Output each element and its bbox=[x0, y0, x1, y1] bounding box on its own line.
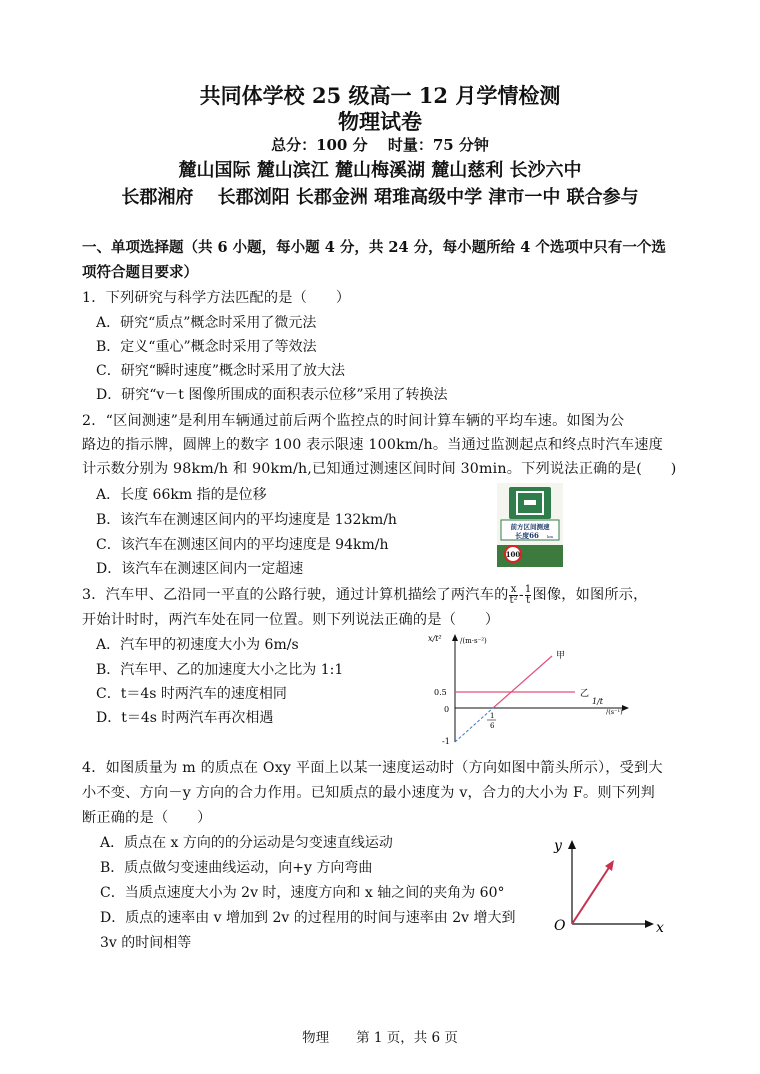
frac1-numerator: x bbox=[510, 583, 517, 595]
graph-y-unit: /(m·s⁻²) bbox=[460, 637, 487, 645]
exam-title: 共同体学校 25 级高一 12 月学情检测 bbox=[199, 83, 561, 108]
q4-option-c: C．当质点速度大小为 2v 时，速度方向和 x 轴之间的夹角为 60° bbox=[100, 885, 505, 901]
q4-x-label: x bbox=[656, 920, 664, 936]
tick-x-numerator: 1 bbox=[490, 712, 495, 720]
tick-minus-1: -1 bbox=[442, 737, 450, 746]
frac1-denominator: t² bbox=[509, 594, 518, 606]
series-yi-label: 乙 bbox=[580, 689, 590, 699]
q1-option-a: A．研究“质点”概念时采用了微元法 bbox=[96, 315, 317, 331]
q3-fraction-1-t bbox=[525, 585, 532, 606]
exam-subject-title: 物理试卷 bbox=[338, 109, 422, 134]
q3-fraction-x-t2 bbox=[509, 585, 517, 606]
q1-option-c: C．研究“瞬时速度”概念时采用了放大法 bbox=[96, 363, 346, 379]
q4-stem-line-1: 4．如图质量为 m 的质点在 Oxy 平面上以某一速度运动时（方向如图中箭头所示），受到大 bbox=[82, 760, 663, 776]
q4-stem-line-3: 断正确的是（ ） bbox=[82, 810, 212, 826]
sign-text-line-2: 长度66 bbox=[515, 531, 539, 540]
sign-text-line-1: 前方区间测速 bbox=[510, 523, 550, 531]
section-heading-line-2: 项符合题目要求） bbox=[82, 264, 198, 281]
q1-stem: 1．下列研究与科学方法匹配的是（ ） bbox=[82, 290, 351, 306]
q3-graph bbox=[420, 630, 640, 750]
velocity-arrow-icon bbox=[605, 860, 614, 871]
q4-stem-line-2: 小不变、方向－y 方向的合力作用。已知质点的最小速度为 v，合力的大小为 F。则下列判 bbox=[82, 785, 655, 801]
tick-0-5: 0.5 bbox=[434, 688, 447, 697]
speed-limit-number: 100 bbox=[505, 550, 521, 559]
page-footer: 物理 第 1 页，共 6 页 bbox=[302, 1030, 458, 1046]
q3-option-a: A．汽车甲的初速度大小为 6m/s bbox=[96, 637, 299, 653]
q4-option-a: A．质点在 x 方向的的分运动是匀变速直线运动 bbox=[100, 835, 393, 851]
sign-text-unit: km bbox=[547, 534, 554, 539]
q4-y-arrow-icon bbox=[568, 840, 576, 849]
q4-origin-label: O bbox=[554, 918, 566, 934]
q4-option-d: D．质点的速率由 v 增加到 2v 的过程用的时间与速率由 2v 增大到 bbox=[100, 910, 516, 926]
q4-x-arrow-icon bbox=[645, 920, 654, 928]
speed-zone-sign-figure bbox=[497, 483, 563, 567]
q2-option-d: D．该汽车在测速区间内一定超速 bbox=[96, 561, 304, 577]
section-heading-line-1: 一、单项选择题（共 6 小题，每小题 4 分，共 24 分，每小题所给 4 个选项中只有一个选 bbox=[82, 239, 666, 256]
q1-option-d: D．研究“v－t 图像所围成的面积表示位移”采用了转换法 bbox=[96, 387, 448, 403]
y-axis-arrow-icon bbox=[452, 634, 458, 641]
q3-stem-pre: 3．汽车甲、乙沿同一平直的公路行驶，通过计算机描绘了两汽车的 bbox=[82, 587, 509, 603]
q4-y-label: y bbox=[554, 838, 562, 854]
q3-stem-post: 图像，如图所示， bbox=[532, 587, 648, 603]
graph-y-label: x/t² bbox=[428, 634, 442, 643]
graph-x-label: 1/t bbox=[592, 697, 603, 706]
q2-option-b: B．该汽车在测速区间内的平均速度是 132km/h bbox=[96, 512, 397, 528]
series-jia-extension-dashed bbox=[455, 708, 493, 742]
camera-icon bbox=[524, 500, 536, 505]
graph-x-unit: /(s⁻¹) bbox=[606, 708, 623, 716]
q2-option-c: C．该汽车在测速区间内的平均速度是 94km/h bbox=[96, 537, 389, 553]
q3-stem-line-2: 开始计时时，两汽车处在同一位置。则下列说法正确的是（ ） bbox=[82, 612, 500, 628]
q3-dash: - bbox=[518, 587, 524, 603]
frac2-numerator: 1 bbox=[524, 583, 532, 595]
q2-stem-line-2: 路边的指示牌，圆牌上的数字 100 表示限速 100km/h。当通过监测起点和终点时汽车速度 bbox=[82, 437, 664, 453]
score-time-info: 总分：100 分 时量：75 分钟 bbox=[271, 136, 489, 154]
q2-stem-line-1: 2．“区间测速”是利用车辆通过前后两个监控点的时间计算车辆的平均车速。如图为公 bbox=[82, 413, 625, 429]
q3-stem-line-1 bbox=[82, 584, 648, 606]
velocity-vector bbox=[572, 866, 610, 924]
tick-0: 0 bbox=[444, 705, 450, 714]
q2-option-a: A．长度 66km 指的是位移 bbox=[96, 487, 267, 503]
q4-axes-figure bbox=[548, 832, 678, 936]
schools-line-1: 麓山国际 麓山滨江 麓山梅溪湖 麓山慈利 长沙六中 bbox=[178, 160, 582, 181]
q4-option-b: B．质点做匀变速曲线运动，向+y 方向弯曲 bbox=[100, 860, 373, 876]
q3-option-d: D．t＝4s 时两汽车再次相遇 bbox=[96, 710, 274, 726]
q4-option-d-continued: 3v 的时间相等 bbox=[100, 935, 192, 951]
frac2-denominator: t bbox=[526, 594, 531, 606]
q1-option-b: B．定义“重心”概念时采用了等效法 bbox=[96, 339, 317, 355]
x-axis-arrow-icon bbox=[622, 705, 629, 711]
tick-x-denominator: 6 bbox=[490, 722, 495, 730]
schools-line-2: 长郡湘府 长郡浏阳 长郡金洲 珺琟高级中学 津市一中 联合参与 bbox=[121, 187, 639, 208]
series-jia-line bbox=[493, 656, 552, 708]
q3-option-c: C．t＝4s 时两汽车的速度相同 bbox=[96, 686, 287, 702]
q3-option-b: B．汽车甲、乙的加速度大小之比为 1:1 bbox=[96, 662, 344, 678]
series-jia-label: 甲 bbox=[556, 651, 566, 661]
q2-stem-line-3: 计示数分别为 98km/h 和 90km/h,已知通过测速区间时间 30min。下列说法正确的是( ) bbox=[82, 461, 677, 477]
